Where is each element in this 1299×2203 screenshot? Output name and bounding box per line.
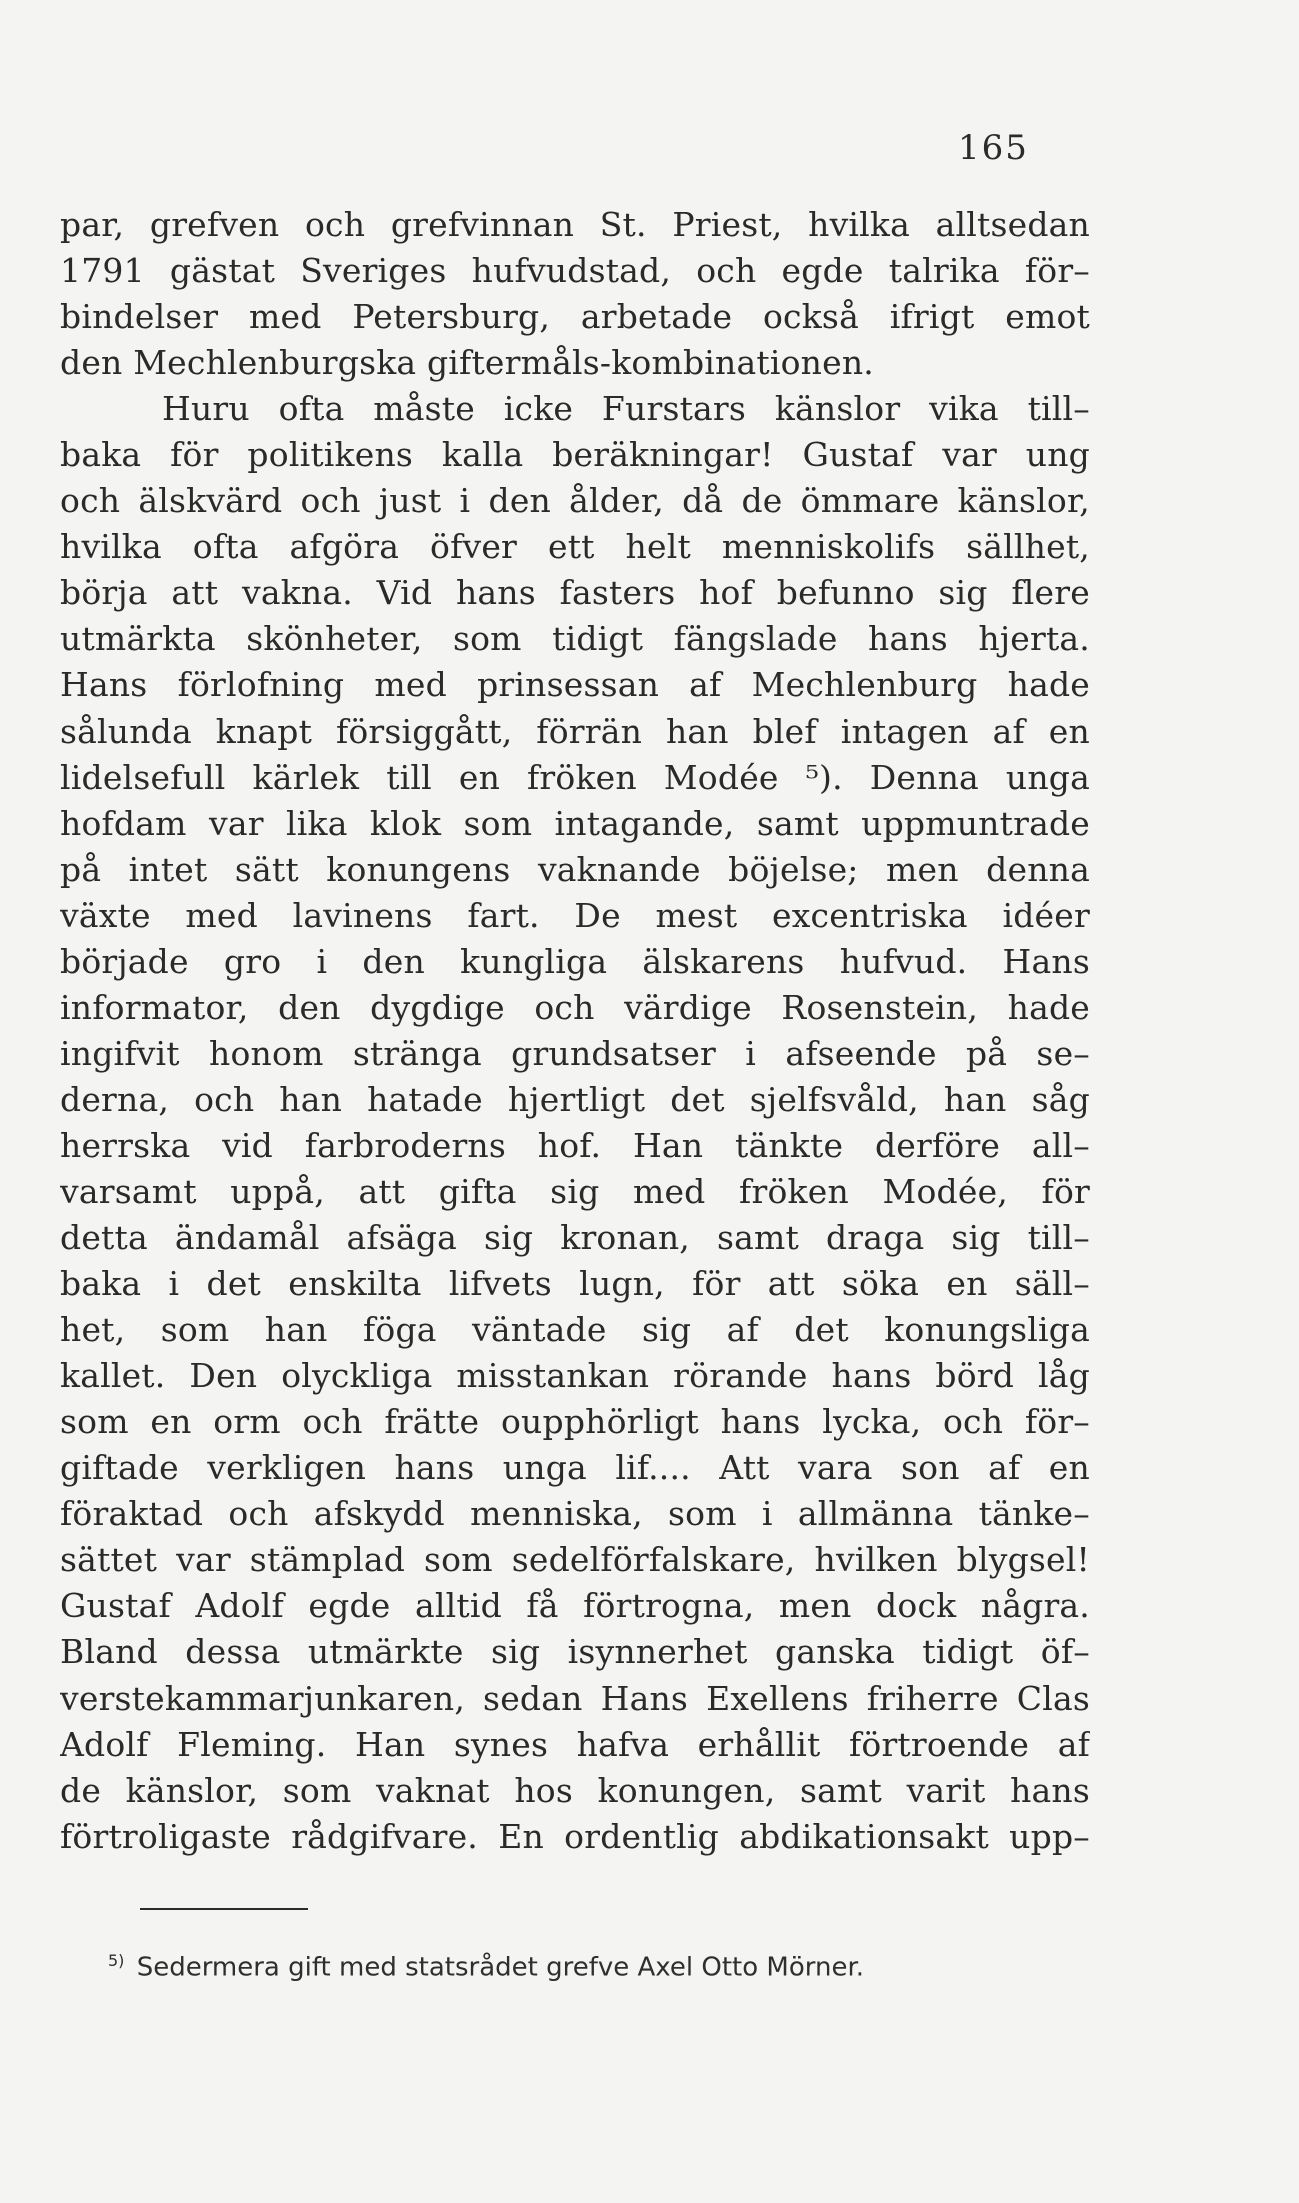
text-line: herrska vid farbroderns hof. Han tänkte derföre all–	[60, 1125, 1090, 1165]
page-number: 165	[958, 128, 1029, 168]
text-line: giftade verkligen hans unga lif.... Att vara son af en	[60, 1448, 1090, 1488]
text-line: Huru ofta måste icke Furstars känslor vika till–	[162, 389, 1090, 429]
footnote-text: Sedermera gift med statsrådet grefve Axel Otto Mörner.	[136, 1952, 865, 1983]
text-line: Bland dessa utmärkte sig isynnerhet ganska tidigt öf–	[60, 1632, 1090, 1672]
text-line: het, som han föga väntade sig af det konungsliga	[60, 1310, 1090, 1350]
text-line: hofdam var lika klok som intagande, samt uppmuntrade	[60, 803, 1090, 843]
footnote-divider	[140, 1908, 308, 1910]
text-line: Adolf Fleming. Han synes hafva erhållit förtroende af	[60, 1724, 1090, 1764]
footnote-marker: 5)	[108, 1951, 125, 1970]
text-line: lidelsefull kärlek till en fröken Modée ⁵). Denna unga	[60, 757, 1090, 797]
text-line: verstekammarjunkaren, sedan Hans Exellens friherre Clas	[60, 1678, 1090, 1718]
text-line: sålunda knapt försiggått, förrän han blef intagen af en	[60, 711, 1090, 751]
text-line: växte med lavinens fart. De mest excentriska idéer	[60, 895, 1090, 935]
text-line: varsamt uppå, att gifta sig med fröken Modée, för	[60, 1171, 1090, 1211]
text-line: detta ändamål afsäga sig kronan, samt draga sig till–	[60, 1218, 1090, 1258]
text-line: kallet. Den olyckliga misstankan rörande hans börd låg	[60, 1356, 1090, 1396]
text-line: föraktad och afskydd menniska, som i allmänna tänke–	[60, 1494, 1090, 1534]
text-line: de känslor, som vaknat hos konungen, samt varit hans	[60, 1770, 1090, 1810]
body-text	[60, 202, 1090, 1860]
footnote	[108, 1944, 1008, 1985]
text-line: den Mechlenburgska giftermåls-kombinationen.	[60, 343, 874, 383]
text-line: bindelser med Petersburg, arbetade också ifrigt emot	[60, 297, 1090, 337]
text-line: på intet sätt konungens vaknande böjelse; men denna	[60, 849, 1090, 889]
text-line: som en orm och frätte oupphörligt hans lycka, och för–	[60, 1402, 1090, 1442]
text-line: börja att vakna. Vid hans fasters hof befunno sig flere	[60, 573, 1090, 613]
text-line: och älskvärd och just i den ålder, då de ömmare känslor,	[60, 481, 1090, 521]
text-line: ingifvit honom stränga grundsatser i afseende på se–	[60, 1033, 1090, 1073]
text-line: hvilka ofta afgöra öfver ett helt menniskolifs sällhet,	[60, 527, 1090, 567]
text-line: baka i det enskilta lifvets lugn, för att söka en säll–	[60, 1264, 1090, 1304]
text-line: sättet var stämplad som sedelförfalskare, hvilken blygsel!	[60, 1540, 1090, 1580]
text-line: informator, den dygdige och värdige Rosenstein, hade	[60, 987, 1090, 1027]
text-line: 1791 gästat Sveriges hufvudstad, och egde talrika för–	[60, 251, 1090, 291]
text-line: förtroligaste rådgifvare. En ordentlig abdikationsakt upp–	[60, 1816, 1090, 1856]
text-line: baka för politikens kalla beräkningar! Gustaf var ung	[60, 435, 1090, 475]
text-line: Hans förlofning med prinsessan af Mechlenburg hade	[60, 665, 1090, 705]
text-line: utmärkta skönheter, som tidigt fängslade hans hjerta.	[60, 619, 1090, 659]
text-line: Gustaf Adolf egde alltid få förtrogna, men dock några.	[60, 1586, 1090, 1626]
text-line: par, grefven och grefvinnan St. Priest, hvilka alltsedan	[60, 205, 1090, 244]
text-line: derna, och han hatade hjertligt det sjelfsvåld, han såg	[60, 1079, 1090, 1119]
text-line: började gro i den kungliga älskarens hufvud. Hans	[60, 941, 1090, 981]
